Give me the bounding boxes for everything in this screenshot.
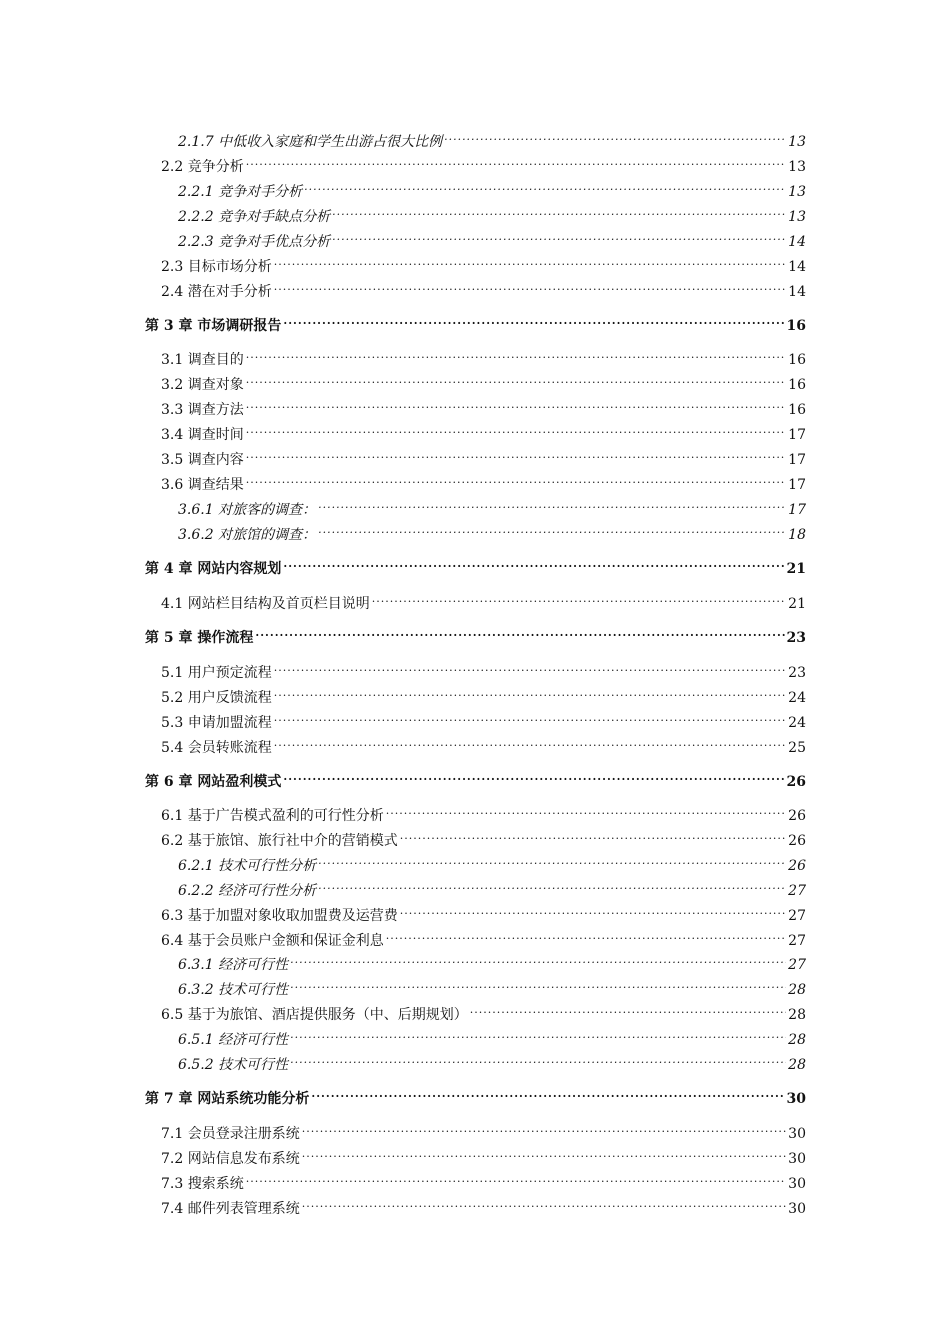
dot-leader [255, 624, 784, 642]
toc-entry-title: 6.1 基于广告模式盈利的可行性分析 [161, 808, 384, 824]
toc-section-entry[interactable] [161, 446, 806, 469]
toc-page-number: 30 [788, 1176, 806, 1192]
toc-entry-title: 2.3 目标市场分析 [161, 259, 272, 275]
toc-page-number: 17 [788, 502, 806, 518]
toc-page-number: 28 [788, 1057, 806, 1073]
toc-entry-title: 7.4 邮件列表管理系统 [161, 1201, 300, 1217]
dot-leader [332, 228, 786, 246]
toc-page-number: 13 [788, 184, 806, 200]
toc-entry-title: 6.5 基于为旅馆、酒店提供服务（中、后期规划） [161, 1007, 468, 1023]
toc-entry-title: 3.1 调查目的 [161, 352, 244, 368]
dot-leader [302, 1195, 786, 1213]
toc-section-entry[interactable] [161, 371, 806, 394]
toc-page-number: 13 [788, 209, 806, 225]
toc-page-number: 17 [788, 427, 806, 443]
toc-page-number: 21 [786, 561, 806, 577]
toc-entry-title: 第 7 章 网站系统功能分析 [145, 1091, 310, 1107]
dot-leader [400, 827, 786, 845]
toc-entry-title: 3.5 调查内容 [161, 452, 244, 468]
toc-page-number: 17 [788, 477, 806, 493]
dot-leader [318, 521, 786, 539]
toc-section-entry[interactable] [161, 927, 806, 950]
toc-page-number: 27 [788, 883, 806, 899]
toc-section-entry[interactable] [161, 684, 806, 707]
toc-entry-title: 6.5.1 经济可行性 [178, 1032, 289, 1048]
dot-leader [386, 927, 786, 945]
dot-leader [318, 852, 786, 870]
toc-chapter-entry[interactable] [145, 624, 806, 647]
toc-page-number: 16 [786, 318, 806, 334]
dot-leader [400, 902, 786, 920]
toc-chapter-entry[interactable] [145, 555, 806, 578]
toc-entry-title: 3.6 调查结果 [161, 477, 244, 493]
dot-leader [332, 203, 786, 221]
toc-page-number: 14 [788, 234, 806, 250]
toc-section-entry[interactable] [161, 346, 806, 369]
toc-entry-title: 3.6.1 对旅客的调查： [178, 502, 317, 518]
toc-page-number: 30 [788, 1126, 806, 1142]
toc-page-number: 28 [788, 1007, 806, 1023]
toc-entry-title: 6.2.1 技术可行性分析 [178, 858, 317, 874]
toc-entry-title: 5.1 用户预定流程 [161, 665, 272, 681]
dot-leader [444, 128, 786, 146]
toc-entry-title: 第 4 章 网站内容规划 [145, 561, 282, 577]
dot-leader [246, 1170, 786, 1188]
toc-page-number: 27 [788, 933, 806, 949]
toc-section-entry[interactable] [161, 827, 806, 850]
toc-subsection-entry[interactable] [178, 976, 806, 999]
toc-entry-title: 4.1 网站栏目结构及首页栏目说明 [161, 596, 370, 612]
dot-leader [283, 555, 784, 573]
toc-page-number: 26 [786, 774, 806, 790]
dot-leader [283, 768, 784, 786]
dot-leader [311, 1085, 784, 1103]
dot-leader [274, 659, 786, 677]
toc-page-number: 26 [788, 858, 806, 874]
toc-page-number: 25 [788, 740, 806, 756]
dot-leader [318, 877, 786, 895]
toc-subsection-entry[interactable] [178, 1026, 806, 1049]
toc-entry-title: 2.2.3 竞争对手优点分析 [178, 234, 331, 250]
toc-section-entry[interactable] [161, 802, 806, 825]
toc-page-number: 14 [788, 284, 806, 300]
dot-leader [246, 346, 786, 364]
toc-section-entry[interactable] [161, 396, 806, 419]
dot-leader [246, 471, 786, 489]
toc-page-number: 21 [788, 596, 806, 612]
toc-section-entry[interactable] [161, 590, 806, 613]
dot-leader [290, 1026, 786, 1044]
toc-entry-title: 3.4 调查时间 [161, 427, 244, 443]
toc-section-entry[interactable] [161, 421, 806, 444]
toc-subsection-entry[interactable] [178, 228, 806, 251]
toc-page-number: 17 [788, 452, 806, 468]
toc-section-entry[interactable] [161, 1145, 806, 1168]
toc-entry-title: 6.2.2 经济可行性分析 [178, 883, 317, 899]
toc-page-number: 26 [788, 833, 806, 849]
toc-subsection-entry[interactable] [178, 852, 806, 875]
toc-subsection-entry[interactable] [178, 877, 806, 900]
dot-leader [246, 153, 786, 171]
toc-chapter-entry[interactable] [145, 312, 806, 335]
dot-leader [283, 312, 784, 330]
dot-leader [318, 496, 786, 514]
toc-page-number: 24 [788, 690, 806, 706]
toc-subsection-entry[interactable] [178, 521, 806, 544]
dot-leader [302, 1120, 786, 1138]
dot-leader [372, 590, 786, 608]
toc-entry-title: 6.3.1 经济可行性 [178, 957, 289, 973]
toc-chapter-entry[interactable] [145, 768, 806, 791]
toc-entry-title: 2.2 竞争分析 [161, 159, 244, 175]
toc-section-entry[interactable] [161, 1195, 806, 1218]
dot-leader [290, 976, 786, 994]
toc-entry-title: 5.2 用户反馈流程 [161, 690, 272, 706]
dot-leader [302, 1145, 786, 1163]
toc-entry-title: 6.3.2 技术可行性 [178, 982, 289, 998]
toc-entry-title: 第 5 章 操作流程 [145, 630, 254, 646]
dot-leader [246, 421, 786, 439]
toc-section-entry[interactable] [161, 253, 806, 276]
toc-page-number: 16 [788, 352, 806, 368]
dot-leader [274, 709, 786, 727]
toc-page-number: 30 [788, 1151, 806, 1167]
dot-leader [274, 734, 786, 752]
toc-entry-title: 7.2 网站信息发布系统 [161, 1151, 300, 1167]
toc-page-number: 16 [788, 377, 806, 393]
toc-page-number: 30 [788, 1201, 806, 1217]
toc-entry-title: 5.3 申请加盟流程 [161, 715, 272, 731]
dot-leader [290, 1051, 786, 1069]
dot-leader [274, 278, 786, 296]
toc-section-entry[interactable] [161, 659, 806, 682]
dot-leader [274, 684, 786, 702]
toc-page-number: 13 [788, 159, 806, 175]
toc-chapter-entry[interactable] [145, 1085, 806, 1108]
dot-leader [246, 371, 786, 389]
toc-entry-title: 6.3 基于加盟对象收取加盟费及运营费 [161, 908, 398, 924]
toc-section-entry[interactable] [161, 278, 806, 301]
toc-section-entry[interactable] [161, 1001, 806, 1024]
dot-leader [290, 951, 786, 969]
toc-entry-title: 6.5.2 技术可行性 [178, 1057, 289, 1073]
toc-entry-title: 3.2 调查对象 [161, 377, 244, 393]
toc-page-number: 18 [788, 527, 806, 543]
toc-page-number: 28 [788, 1032, 806, 1048]
toc-page-number: 28 [788, 982, 806, 998]
toc-entry-title: 3.3 调查方法 [161, 402, 244, 418]
dot-leader [386, 802, 786, 820]
dot-leader [470, 1001, 786, 1019]
toc-section-entry[interactable] [161, 1120, 806, 1143]
toc-entry-title: 7.3 搜索系统 [161, 1176, 244, 1192]
toc-entry-title: 2.1.7 中低收入家庭和学生出游占很大比例 [178, 134, 443, 150]
toc-page-number: 23 [786, 630, 806, 646]
toc-page-number: 26 [788, 808, 806, 824]
toc-section-entry[interactable] [161, 734, 806, 757]
toc-entry-title: 6.4 基于会员账户金额和保证金利息 [161, 933, 384, 949]
toc-page-number: 30 [786, 1091, 806, 1107]
dot-leader [246, 446, 786, 464]
toc-entry-title: 第 6 章 网站盈利模式 [145, 774, 282, 790]
toc-subsection-entry[interactable] [178, 203, 806, 226]
toc-section-entry[interactable] [161, 471, 806, 494]
toc-page-number: 27 [788, 908, 806, 924]
toc-section-entry[interactable] [161, 1170, 806, 1193]
toc-entry-title: 5.4 会员转账流程 [161, 740, 272, 756]
toc-entry-title: 7.1 会员登录注册系统 [161, 1126, 300, 1142]
toc-page-number: 13 [788, 134, 806, 150]
toc-entry-title: 3.6.2 对旅馆的调查： [178, 527, 317, 543]
toc-section-entry[interactable] [161, 153, 806, 176]
toc-entry-title: 2.2.2 竞争对手缺点分析 [178, 209, 331, 225]
toc-entry-title: 第 3 章 市场调研报告 [145, 318, 282, 334]
dot-leader [246, 396, 786, 414]
toc-page-number: 16 [788, 402, 806, 418]
toc-entry-title: 2.2.1 竞争对手分析 [178, 184, 303, 200]
toc-entry-title: 6.2 基于旅馆、旅行社中介的营销模式 [161, 833, 398, 849]
toc-page-number: 27 [788, 957, 806, 973]
toc-page-number: 24 [788, 715, 806, 731]
toc-subsection-entry[interactable] [178, 178, 806, 201]
dot-leader [304, 178, 786, 196]
toc-section-entry[interactable] [161, 902, 806, 925]
toc-page-number: 23 [788, 665, 806, 681]
dot-leader [274, 253, 786, 271]
toc-subsection-entry[interactable] [178, 128, 806, 151]
toc-subsection-entry[interactable] [178, 496, 806, 519]
toc-section-entry[interactable] [161, 709, 806, 732]
toc-subsection-entry[interactable] [178, 1051, 806, 1074]
toc-page-number: 14 [788, 259, 806, 275]
toc-subsection-entry[interactable] [178, 951, 806, 974]
toc-entry-title: 2.4 潜在对手分析 [161, 284, 272, 300]
